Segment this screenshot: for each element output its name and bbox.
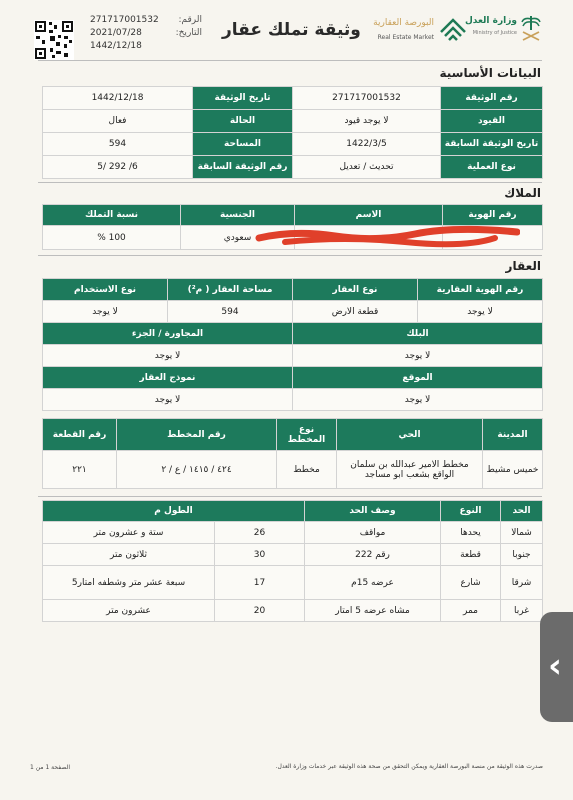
- moj-subtitle: Ministry of Justice: [472, 30, 517, 36]
- table-header-row: [43, 419, 543, 451]
- table-header-row: [43, 205, 543, 226]
- field-label: تاريخ الوثيقة السابقة: [441, 133, 543, 156]
- field-label: تاريخ الوثيقة: [193, 87, 293, 110]
- property-section-title: العقار: [505, 259, 541, 273]
- table-header-row: [43, 323, 543, 345]
- side-panel-toggle[interactable]: [540, 612, 573, 722]
- field-value: لا يوجد: [418, 301, 543, 323]
- bound-direction: شرقا: [501, 566, 543, 600]
- field-value: تحديث / تعديل: [293, 156, 441, 179]
- field-value: قطعة الارض: [293, 301, 418, 323]
- bound-type: قطعة: [441, 544, 501, 566]
- table-row: [43, 87, 543, 110]
- bound-description: رقم 222: [305, 544, 441, 566]
- column-header: نوع العقار: [293, 279, 418, 301]
- field-label: نوع العملية: [441, 156, 543, 179]
- field-value: 1442/12/18: [43, 87, 193, 110]
- column-header: وصف الحد: [305, 501, 441, 522]
- column-header: الموقع: [293, 367, 543, 389]
- footer-note: صدرت هذه الوثيقة من منصة البورصة العقارية ويمكن التحقق من صحة هذه الوثيقة عبر خدمات وزارة العدل.: [275, 763, 543, 770]
- plan-table: [42, 418, 543, 489]
- column-header: الحي: [337, 419, 483, 451]
- column-header: نوع المخطط: [277, 419, 337, 451]
- table-row: [43, 544, 543, 566]
- qr-code-icon: [34, 20, 74, 60]
- column-header: الطول م: [43, 501, 305, 522]
- basic-data-table: [42, 86, 543, 179]
- column-header: مساحة العقار ( م²): [168, 279, 293, 301]
- column-header: المجاورة / الجزء: [43, 323, 293, 345]
- table-row: [43, 345, 543, 367]
- ownership-percent: 100 %: [43, 226, 181, 250]
- bound-length: 17: [215, 566, 305, 600]
- table-row: [43, 522, 543, 544]
- document-meta: [90, 14, 202, 53]
- palm-swords-emblem-icon: [519, 14, 543, 44]
- chevron-left-icon: ‹: [548, 646, 563, 686]
- bound-length: 26: [215, 522, 305, 544]
- document-title: وثيقة تملك عقار: [222, 20, 361, 40]
- field-label: رقم الوثيقة السابقة: [193, 156, 293, 179]
- rex-name-en: Real Estate Market: [377, 34, 434, 41]
- bound-length-words: عشرون متر: [43, 600, 215, 622]
- bound-length: 20: [215, 600, 305, 622]
- bound-type: يحدها: [441, 522, 501, 544]
- date-gregorian: 2021/07/28: [90, 28, 142, 38]
- column-header: رقم القطعة: [43, 419, 117, 451]
- field-value: لا يوجد: [293, 345, 543, 367]
- field-value: 594: [168, 301, 293, 323]
- section-divider: [38, 255, 542, 256]
- redaction-scribble-icon: [255, 224, 520, 250]
- section-divider: [38, 496, 542, 497]
- field-value: 271717001532: [293, 87, 441, 110]
- moj-name: وزارة العدل: [464, 16, 517, 26]
- district-value: مخطط الامير عبدالله بن سلمان الواقع بشعب ابو مساجد: [337, 451, 483, 489]
- field-label: القيود: [441, 110, 543, 133]
- field-value: 1422/3/5: [293, 133, 441, 156]
- field-value: لا يوجد: [43, 345, 293, 367]
- column-header: الاسم: [295, 205, 443, 226]
- plan-number-value: ٤٢٤ / ١٤١٥ / ع / ٢: [117, 451, 277, 489]
- plan-type-value: مخطط: [277, 451, 337, 489]
- bound-direction: غربا: [501, 600, 543, 622]
- header-divider: [38, 60, 542, 61]
- column-header: الجنسية: [181, 205, 295, 226]
- table-header-row: [43, 279, 543, 301]
- column-header: نموذج العقار: [43, 367, 293, 389]
- basic-section-title: البيانات الأساسية: [439, 66, 541, 80]
- table-row: [43, 566, 543, 600]
- column-header: نوع الاستخدام: [43, 279, 168, 301]
- table-row: [43, 301, 543, 323]
- table-row: [43, 133, 543, 156]
- number-value: 271717001532: [90, 15, 159, 25]
- field-value: لا يوجد: [43, 389, 293, 411]
- table-row: [43, 600, 543, 622]
- field-value: 594: [43, 133, 193, 156]
- field-label: المساحة: [193, 133, 293, 156]
- table-header-row: [43, 367, 543, 389]
- moj-logo: [464, 14, 543, 52]
- column-header: المدينة: [483, 419, 543, 451]
- date-hijri: 1442/12/18: [90, 41, 142, 51]
- field-value: لا يوجد: [43, 301, 168, 323]
- bound-description: عرضه 15م: [305, 566, 441, 600]
- bound-length: 30: [215, 544, 305, 566]
- number-label: الرقم:: [178, 15, 202, 25]
- bound-length-words: ستة و عشرون متر: [43, 522, 215, 544]
- date-label: التاريخ:: [175, 28, 202, 38]
- column-header: الحد: [501, 501, 543, 522]
- field-value: لا يوجد: [293, 389, 543, 411]
- column-header: البلك: [293, 323, 543, 345]
- column-header: نسبة التملك: [43, 205, 181, 226]
- plot-number-value: ٢٢١: [43, 451, 117, 489]
- section-divider: [38, 182, 542, 183]
- table-row: [43, 389, 543, 411]
- table-row: [43, 110, 543, 133]
- column-header: النوع: [441, 501, 501, 522]
- column-header: رقم الهوية: [443, 205, 543, 226]
- rex-name-ar: البورصة العقارية: [373, 18, 434, 28]
- table-row: [43, 156, 543, 179]
- bound-description: مواقف: [305, 522, 441, 544]
- owners-section-title: الملاك: [504, 186, 541, 200]
- bound-length-words: سبعة عشر متر وشطفه امتار5: [43, 566, 215, 600]
- field-value: فعال: [43, 110, 193, 133]
- field-value: لا يوجد قيود: [293, 110, 441, 133]
- field-label: رقم الوثيقة: [441, 87, 543, 110]
- bound-direction: شمالا: [501, 522, 543, 544]
- field-value: 6/ 292 /5: [43, 156, 193, 179]
- column-header: رقم المخطط: [117, 419, 277, 451]
- document-header: [0, 8, 573, 60]
- city-value: خميس مشيط: [483, 451, 543, 489]
- bounds-table: [42, 500, 543, 622]
- table-header-row: [43, 501, 543, 522]
- column-header: رقم الهوية العقارية: [418, 279, 543, 301]
- bound-description: مشاه عرضه 5 امتار: [305, 600, 441, 622]
- bound-type: شارع: [441, 566, 501, 600]
- bound-length-words: ثلاثون متر: [43, 544, 215, 566]
- page-number: الصفحة 1 من 1: [30, 764, 70, 771]
- field-label: الحالة: [193, 110, 293, 133]
- owner-nationality: سعودي: [181, 226, 295, 250]
- real-estate-logo-icon: [438, 16, 468, 46]
- real-estate-market-logo: [368, 14, 468, 52]
- table-row: [43, 451, 543, 489]
- bound-direction: جنوبا: [501, 544, 543, 566]
- property-table: [42, 278, 543, 411]
- bound-type: ممر: [441, 600, 501, 622]
